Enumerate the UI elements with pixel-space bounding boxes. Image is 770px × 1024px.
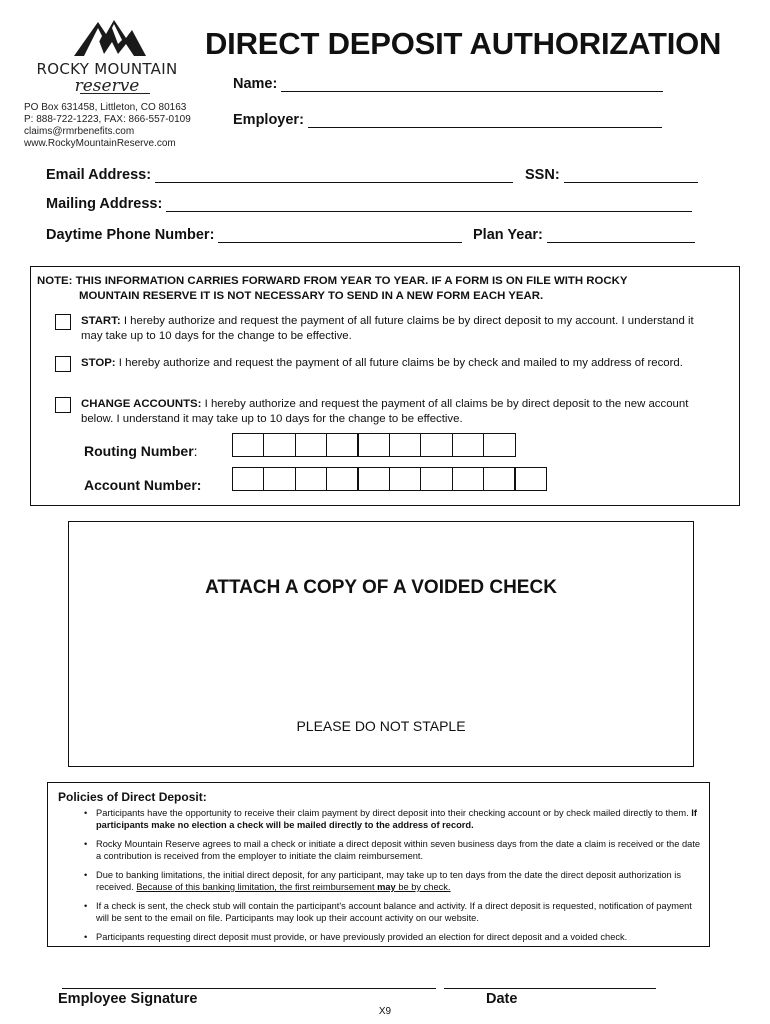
change-accounts-option-label: CHANGE ACCOUNTS: xyxy=(81,398,202,410)
name-label: Name: xyxy=(233,76,278,92)
plan-year-line[interactable] xyxy=(547,228,695,243)
email-address: claims@rmrbenefits.com xyxy=(24,126,135,137)
ssn-line[interactable] xyxy=(564,168,698,183)
routing-number-label: Routing Number: xyxy=(84,443,198,459)
account-number-boxes[interactable] xyxy=(233,467,547,491)
employer-field[interactable] xyxy=(233,112,662,128)
plan-year-label: Plan Year: xyxy=(473,227,543,243)
policies-title: Policies of Direct Deposit: xyxy=(58,790,207,804)
note-text xyxy=(37,274,727,304)
account-digit-box[interactable] xyxy=(420,467,453,491)
ssn-label: SSN: xyxy=(525,167,560,183)
date-label: Date xyxy=(486,991,518,1007)
page-code: X9 xyxy=(378,1006,392,1017)
account-digit-box[interactable] xyxy=(326,467,359,491)
routing-digit-box[interactable] xyxy=(420,433,453,457)
phone-field[interactable] xyxy=(46,227,462,243)
phone-line[interactable] xyxy=(218,228,462,243)
name-field[interactable] xyxy=(233,76,663,92)
start-option-text: I hereby authorize and request the payment of all future claims be by direct deposit to my account. I understand it may take up to 10 days for the change to be effective. xyxy=(81,315,694,342)
policy-item: • Due to banking limitations, the initial direct deposit, for any participant, may take up to ten days from the date the direct deposit authorization is received. Because of this banking limitation, the first reimbursement may be by check. xyxy=(78,869,706,893)
policies-list xyxy=(78,807,706,950)
website: www.RockyMountainReserve.com xyxy=(24,138,176,149)
policy-item: • Rocky Mountain Reserve agrees to mail a check or initiate a direct deposit within seven business days from the date a claim is received or the date a contribution is received from the employer to initiate the claim reimbursement. xyxy=(78,838,706,862)
name-line[interactable] xyxy=(281,77,663,92)
policies-section xyxy=(47,782,710,947)
routing-digit-box[interactable] xyxy=(389,433,422,457)
account-digit-box[interactable] xyxy=(389,467,422,491)
stop-option xyxy=(55,356,715,371)
voided-check-title: ATTACH A COPY OF A VOIDED CHECK xyxy=(205,577,557,598)
routing-digit-box[interactable] xyxy=(326,433,359,457)
mountain-logo-icon xyxy=(22,14,194,60)
routing-digit-box[interactable] xyxy=(295,433,328,457)
account-digit-box[interactable] xyxy=(483,467,516,491)
account-digit-box[interactable] xyxy=(452,467,485,491)
voided-check-area xyxy=(68,521,694,767)
policy-item: • Participants have the opportunity to receive their claim payment by direct deposit into their checking account or by check mailed directly to them. If participants make no election a check will be mailed directly to the address of record. xyxy=(78,807,706,831)
employer-line[interactable] xyxy=(308,113,662,128)
brand-tagline: reserve xyxy=(74,76,140,96)
routing-digit-box[interactable] xyxy=(452,433,485,457)
change-accounts-option xyxy=(55,397,715,427)
start-checkbox[interactable] xyxy=(55,314,71,330)
brand-underline xyxy=(80,93,150,94)
stop-checkbox[interactable] xyxy=(55,356,71,372)
account-number-label: Account Number: xyxy=(84,477,202,493)
account-digit-box[interactable] xyxy=(357,467,390,491)
phone-label: Daytime Phone Number: xyxy=(46,227,215,243)
employee-signature-line[interactable] xyxy=(62,988,436,989)
phone-fax: P: 888-722-1223, FAX: 866-557-0109 xyxy=(24,114,191,125)
change-accounts-checkbox[interactable] xyxy=(55,397,71,413)
mailing-label: Mailing Address: xyxy=(46,196,163,212)
stop-option-text: I hereby authorize and request the payment of all future claims be by check and mailed to my address of record. xyxy=(115,357,683,369)
account-digit-box[interactable] xyxy=(295,467,328,491)
policy-item: • If a check is sent, the check stub will contain the participant's account balance and activity. If a direct deposit is requested, notification of payment will be sent to the email on file. Participants may look up their account activity on our website. xyxy=(78,900,706,924)
account-digit-box[interactable] xyxy=(232,467,265,491)
start-option xyxy=(55,314,715,344)
note-line-1: NOTE: THIS INFORMATION CARRIES FORWARD FROM YEAR TO YEAR. IF A FORM IS ON FILE WITH ROCKY xyxy=(37,275,628,287)
routing-digit-box[interactable] xyxy=(483,433,516,457)
stop-option-label: STOP: xyxy=(81,357,116,369)
ssn-field[interactable] xyxy=(525,167,698,183)
date-line[interactable] xyxy=(444,988,656,989)
plan-year-field[interactable] xyxy=(473,227,695,243)
form-title: DIRECT DEPOSIT AUTHORIZATION xyxy=(205,26,722,61)
email-line[interactable] xyxy=(155,168,513,183)
policy-item: • Participants requesting direct deposit must provide, or have previously provided an election for direct deposit and a voided check. xyxy=(78,931,706,943)
employee-signature-label: Employee Signature xyxy=(58,991,198,1007)
authorization-section xyxy=(30,266,740,506)
company-logo xyxy=(22,14,194,149)
routing-digit-box[interactable] xyxy=(232,433,265,457)
address: PO Box 631458, Littleton, CO 80163 xyxy=(24,102,187,113)
contact-info xyxy=(24,102,191,150)
routing-digit-box[interactable] xyxy=(263,433,296,457)
employer-label: Employer: xyxy=(233,112,304,128)
mailing-line[interactable] xyxy=(166,197,692,212)
note-line-2: MOUNTAIN RESERVE IT IS NOT NECESSARY TO SEND IN A NEW FORM EACH YEAR. xyxy=(79,290,544,302)
email-field[interactable] xyxy=(46,167,513,183)
routing-digit-box[interactable] xyxy=(357,433,390,457)
routing-number-boxes[interactable] xyxy=(233,433,516,457)
change-accounts-option-text: I hereby authorize and request the payment of all claims be by direct deposit to the new account below. I understand it may take up to 10 days for the change to be effective. xyxy=(81,398,689,425)
brand-name: ROCKY MOUNTAIN xyxy=(36,60,178,78)
account-digit-box[interactable] xyxy=(263,467,296,491)
start-option-label: START: xyxy=(81,315,121,327)
do-not-staple-text: PLEASE DO NOT STAPLE xyxy=(296,718,466,734)
account-digit-box[interactable] xyxy=(514,467,547,491)
email-label: Email Address: xyxy=(46,167,152,183)
mailing-field[interactable] xyxy=(46,196,692,212)
